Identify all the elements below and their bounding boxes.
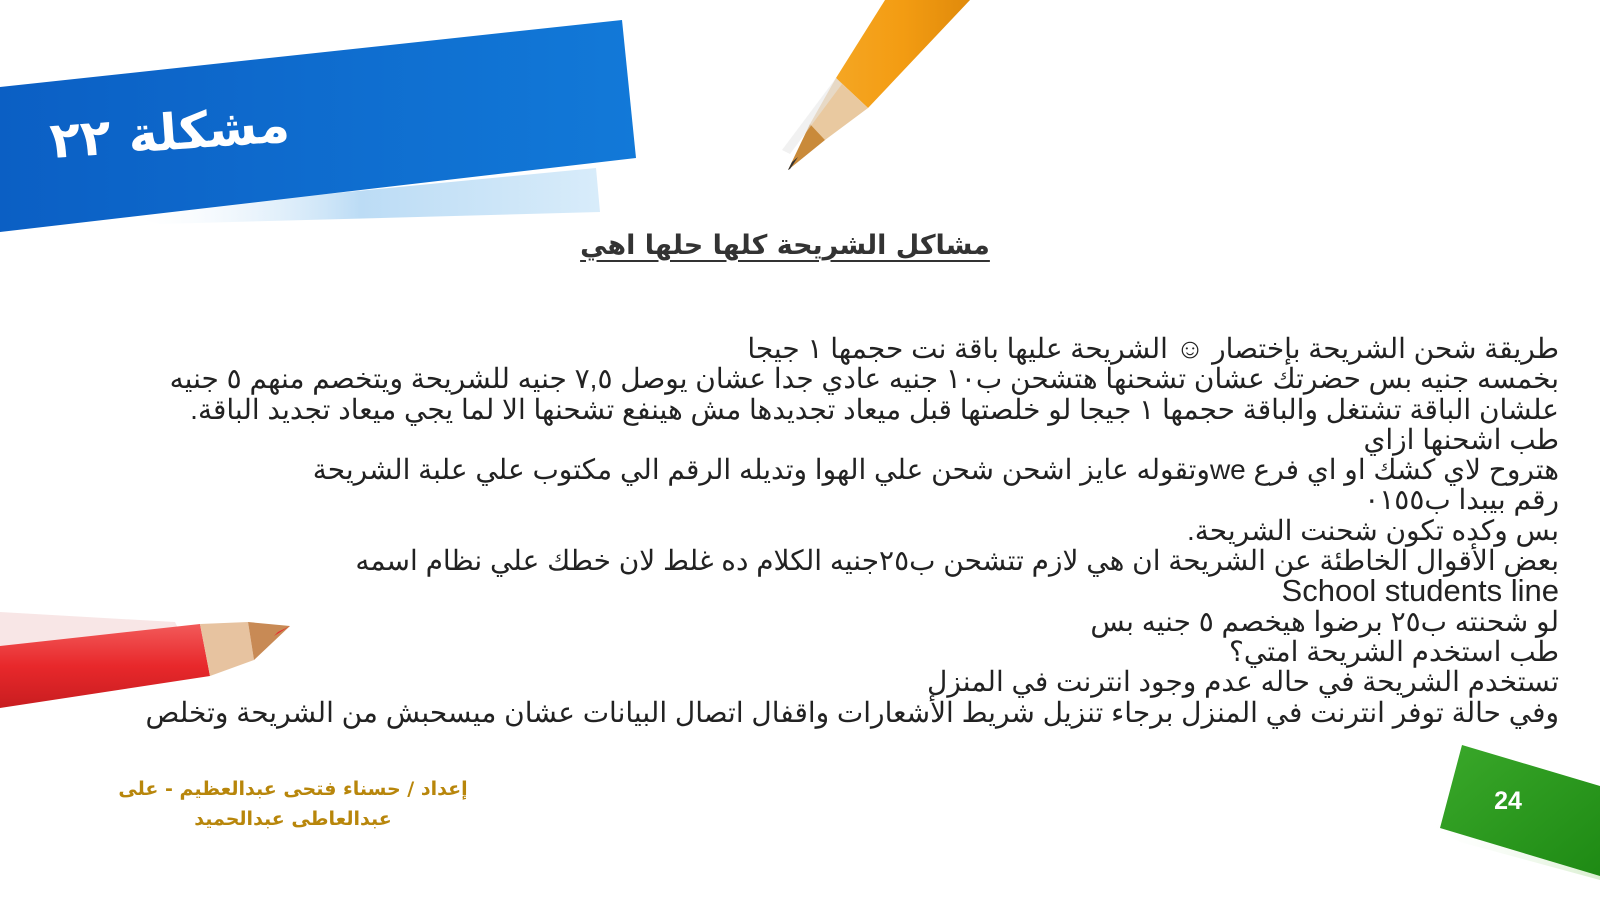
body-line: بخمسه جنيه بس حضرتك عشان تشحنها هتشحن ب١٠ جنيه عادي جدا عشان يوصل ٧,٥ جنيه للشريحة ويتخصم منهم ٥ جنيه [169,363,1559,395]
body-line: طريقة شحن الشريحة بإختصار ☺ الشريحة عليها باقة نت حجمها ١ جيجا [747,333,1559,364]
body-line: هتروح لاي كشك او اي فرع weوتقوله عايز اشحن شحن علي الهوا وتديله الرقم الي مكتوب علي علبة الشريحة [312,454,1559,486]
body-line: طب اشحنها ازاي [1363,423,1559,455]
body-line-latin: School students line [1281,573,1559,609]
slide-subtitle: مشاكل الشريحة كلها حلها اهي [580,230,990,261]
slide-title: مشكلة ٢٢ [47,95,292,170]
body-line: وفي حالة توفر انترنت في المنزل برجاء تنزيل شريط الأشعارات واقفال اتصال البيانات عشان ميسحبش من الشريحة وتخلص [145,696,1559,728]
author-line: إعداد / حسناء فتحى عبدالعظيم - على [118,778,468,800]
body-line: لو شحنته ب٢٥ برضوا هيخصم ٥ جنيه بس [1090,605,1559,637]
author-line: عبدالعاطى عبدالحميد [194,808,392,830]
body-line: تستخدم الشريحة في حاله عدم وجود انترنت في المنزل [926,666,1559,698]
body-line: طب استخدم الشريحة امتي؟ [1229,635,1559,667]
body-line: رقم بيبدا ب٠١٥٥ [1364,484,1559,516]
author-credit [118,774,468,834]
body-line: علشان الباقة تشتغل والباقة حجمها ١ جيجا لو خلصتها قبل ميعاد تجديدها مش هينفع تشحنها الا لما يجي ميعاد تجديد الباقة. [190,393,1559,425]
page-number: 24 [1494,787,1522,815]
body-text [95,334,1559,728]
body-line: بس وكده تكون شحنت الشريحة. [1187,514,1559,546]
body-line: بعض الأقوال الخاطئة عن الشريحة ان هي لازم تتشحن ب٢٥جنيه الكلام ده غلط لان خطك علي نظام اسمه [355,545,1559,577]
orange-pencil-icon [782,0,970,170]
